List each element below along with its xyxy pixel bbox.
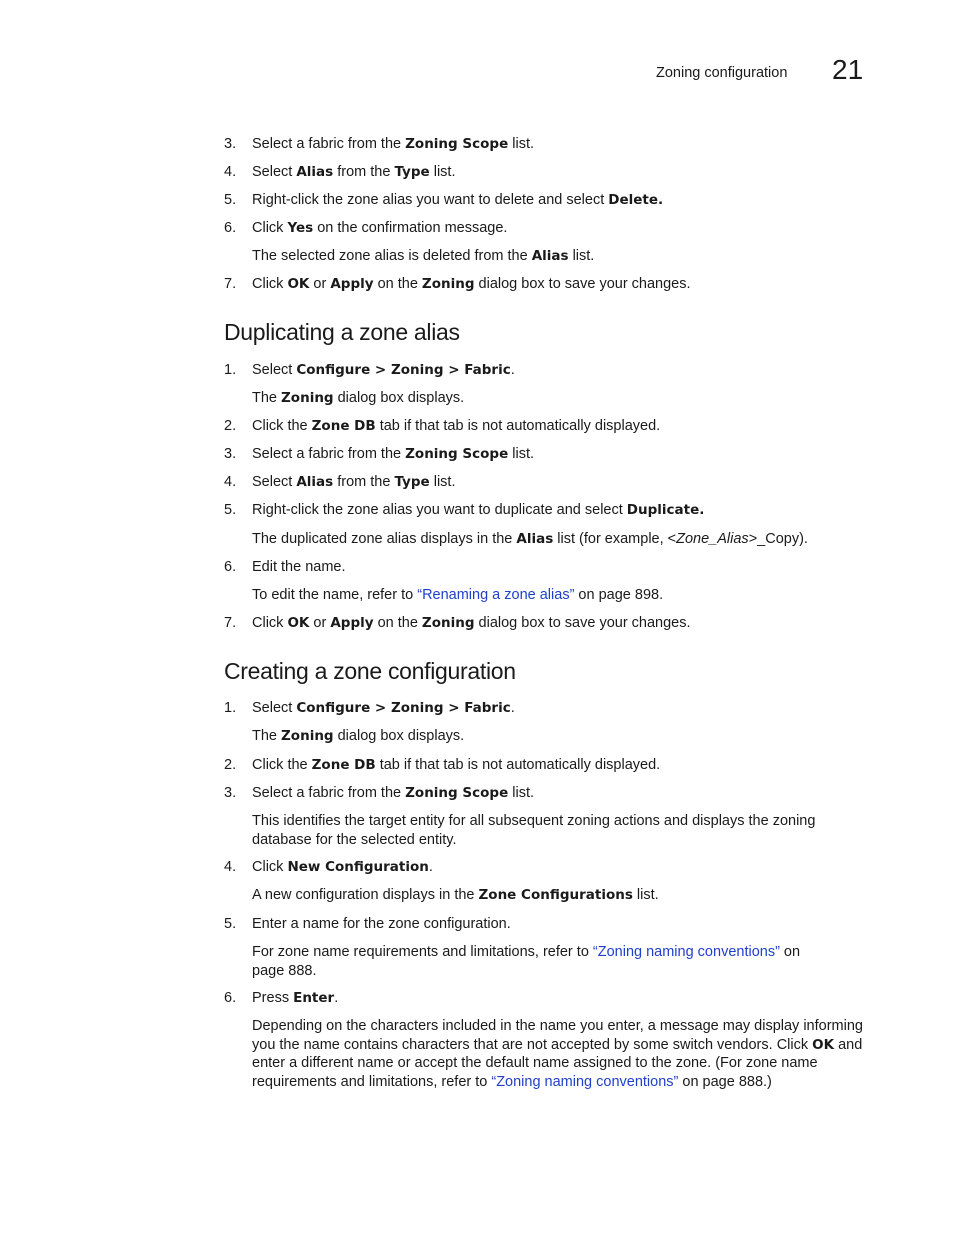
step-number: 7. bbox=[224, 615, 237, 631]
ui-term: Zone Configurations bbox=[478, 887, 633, 903]
step-note: The selected zone alias is deleted from the Alias list. bbox=[252, 248, 595, 264]
section-heading: Duplicating a zone alias bbox=[224, 319, 460, 345]
ui-term: Alias bbox=[516, 531, 554, 547]
ui-term: Zoning Scope bbox=[405, 136, 509, 152]
ui-term: Alias bbox=[296, 164, 334, 180]
menu-path: Configure > Zoning > Fabric bbox=[296, 700, 511, 716]
step-text: Select Configure > Zoning > Fabric. bbox=[252, 700, 515, 716]
ui-term: Duplicate. bbox=[626, 502, 705, 518]
menu-path: Configure > Zoning > Fabric bbox=[296, 362, 511, 378]
step-number: 6. bbox=[224, 559, 237, 575]
ui-term: Apply bbox=[330, 276, 374, 292]
step-text: Enter a name for the zone configuration. bbox=[252, 916, 511, 932]
step-note: This identifies the target entity for all subsequent zoning actions and displays the zoning database for the selected entity. bbox=[252, 813, 816, 848]
step-number: 4. bbox=[224, 859, 237, 875]
step-number: 5. bbox=[224, 502, 237, 518]
ui-term: OK bbox=[287, 276, 310, 292]
cross-reference-link[interactable]: “Zoning naming conventions” bbox=[592, 944, 780, 960]
step-number: 3. bbox=[224, 785, 237, 801]
step-text: Edit the name. bbox=[252, 559, 346, 575]
step-note: For zone name requirements and limitations, refer to “Zoning naming conventions” on page 888. bbox=[252, 944, 801, 979]
step-note: A new configuration displays in the Zone Configurations list. bbox=[252, 887, 659, 903]
running-header-title: Zoning configuration bbox=[656, 65, 788, 81]
chapter-number: 21 bbox=[832, 54, 864, 85]
step-text: Click OK or Apply on the Zoning dialog box to save your changes. bbox=[252, 615, 691, 631]
step-number: 5. bbox=[224, 192, 237, 208]
step-number: 7. bbox=[224, 276, 237, 292]
step-number: 2. bbox=[224, 757, 237, 773]
step-note: Depending on the characters included in the name you enter, a message may display informing you the name contains characters that are not accepted by some switch vendors. Click OK and enter a different name or accept the default name assigned to the zone. (For zone name requirements and limitations, refer to “Zoning naming conventions” on page 888.) bbox=[252, 1018, 863, 1090]
ui-term: Delete. bbox=[608, 192, 664, 208]
ui-term: Zone DB bbox=[311, 757, 376, 773]
cross-reference-link[interactable]: “Zoning naming conventions” bbox=[491, 1073, 679, 1090]
step-text: Right-click the zone alias you want to delete and select Delete. bbox=[252, 192, 664, 208]
ui-term: Alias bbox=[296, 474, 334, 490]
step-text: Select a fabric from the Zoning Scope list. bbox=[252, 136, 535, 152]
cross-reference-link[interactable]: “Renaming a zone alias” bbox=[417, 587, 575, 603]
ui-term: Alias bbox=[531, 248, 569, 264]
step-text: Press Enter. bbox=[252, 990, 339, 1006]
step-text: Select Configure > Zoning > Fabric. bbox=[252, 362, 515, 378]
ui-term: Apply bbox=[330, 615, 374, 631]
ui-term: Zoning bbox=[421, 276, 475, 292]
step-text: Click the Zone DB tab if that tab is not automatically displayed. bbox=[252, 757, 661, 773]
step-number: 5. bbox=[224, 916, 237, 932]
ui-term: Zoning bbox=[281, 390, 334, 406]
ui-term: Zoning bbox=[421, 615, 475, 631]
step-number: 4. bbox=[224, 474, 237, 490]
step-note: The Zoning dialog box displays. bbox=[252, 728, 465, 744]
step-text: Select a fabric from the Zoning Scope list. bbox=[252, 446, 535, 462]
step-note: The duplicated zone alias displays in the Alias list (for example, <Zone_Alias>_Copy). bbox=[252, 531, 808, 547]
ui-term: Type bbox=[394, 474, 430, 490]
step-number: 6. bbox=[224, 990, 237, 1006]
step-text: Click OK or Apply on the Zoning dialog box to save your changes. bbox=[252, 276, 691, 292]
step-note: To edit the name, refer to “Renaming a zone alias” on page 898. bbox=[252, 587, 664, 603]
step-text: Click the Zone DB tab if that tab is not automatically displayed. bbox=[252, 418, 661, 434]
step-text: Right-click the zone alias you want to duplicate and select Duplicate. bbox=[252, 502, 705, 518]
step-number: 3. bbox=[224, 446, 237, 462]
section-heading: Creating a zone configuration bbox=[224, 658, 516, 684]
step-text: Select Alias from the Type list. bbox=[252, 474, 456, 490]
step-number: 2. bbox=[224, 418, 237, 434]
ui-term: OK bbox=[812, 1036, 835, 1053]
step-number: 3. bbox=[224, 136, 237, 152]
ui-term: Zoning Scope bbox=[405, 785, 509, 801]
ui-term: Yes bbox=[287, 220, 314, 236]
ui-term: Zoning bbox=[281, 728, 334, 744]
step-text: Click Yes on the confirmation message. bbox=[252, 220, 508, 236]
step-number: 4. bbox=[224, 164, 237, 180]
ui-term: New Configuration bbox=[287, 859, 429, 875]
ui-term: Zone DB bbox=[311, 418, 376, 434]
step-text: Select Alias from the Type list. bbox=[252, 164, 456, 180]
step-text: Click New Configuration. bbox=[252, 859, 433, 875]
ui-term: OK bbox=[287, 615, 310, 631]
ui-term: Zoning Scope bbox=[405, 446, 509, 462]
ui-term: Type bbox=[394, 164, 430, 180]
step-number: 1. bbox=[224, 362, 237, 378]
step-text: Select a fabric from the Zoning Scope list. bbox=[252, 785, 535, 801]
step-number: 1. bbox=[224, 700, 237, 716]
step-number: 6. bbox=[224, 220, 237, 236]
ui-term: Enter bbox=[293, 990, 335, 1006]
step-note: The Zoning dialog box displays. bbox=[252, 390, 465, 406]
